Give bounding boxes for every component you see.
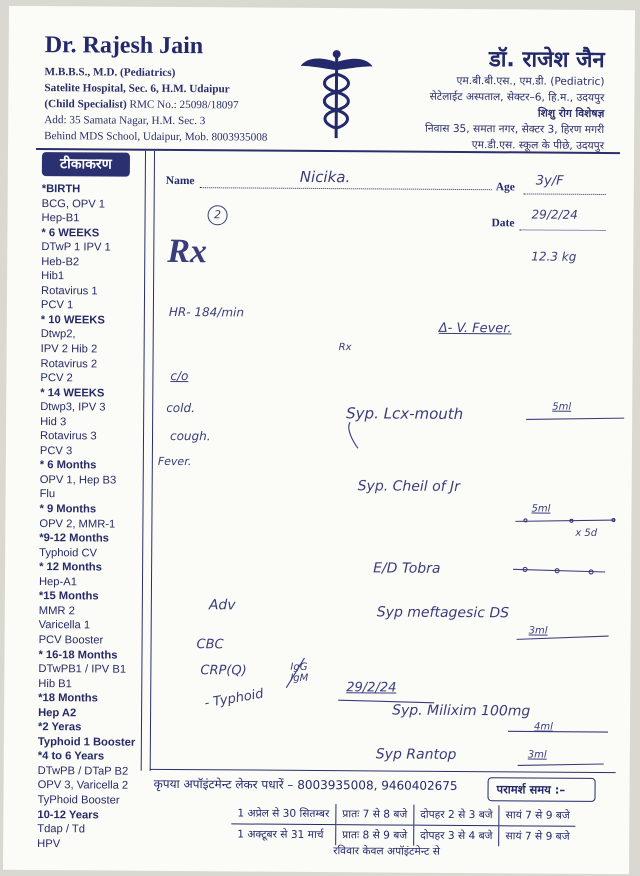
vaccination-line: *4 to 6 Years — [37, 750, 105, 763]
specialty-hi: शिशु रोग विशेषज्ञ — [537, 107, 605, 120]
vaccination-line: DTwPB1 / IPV B1 — [38, 663, 127, 676]
doctor-name-en: Dr. Rajesh Jain — [44, 32, 204, 60]
specialty-en: (Child Specialist) — [44, 98, 127, 111]
visit-date: 29/2/24 — [531, 207, 578, 222]
advice-heading: Adv — [208, 597, 236, 614]
ink-marks — [3, 6, 635, 874]
vaccination-line: Hep-A1 — [38, 575, 77, 589]
test-2: CRP(Q) — [200, 663, 247, 679]
vaccination-line: PCV 2 — [40, 372, 73, 385]
circled-number: 2 — [207, 205, 227, 225]
qualification-hi: एम.बी.बी.एस., एम.डी. (Pediatric) — [456, 74, 605, 88]
medicine-1: Syp. Lcx-mouth — [346, 404, 464, 424]
hospital-en: Satelite Hospital, Sec. 6, H.M. Udaipur — [44, 82, 230, 96]
patient-name: Nicika. — [299, 167, 351, 187]
vaccination-line: *9-12 Months — [39, 532, 109, 545]
dose-line-4 — [517, 635, 609, 640]
vaccination-line: DTwP 1 IPV 1 — [41, 241, 111, 254]
vaccination-line: Typhoid CV — [39, 546, 98, 560]
complaint-2: cough. — [169, 428, 211, 444]
timing-cell: प्रातः 8 से 9 बजे — [336, 825, 414, 846]
vaccination-line: * 10 WEEKS — [40, 313, 105, 327]
vaccination-line: TyPhoid Booster — [37, 794, 120, 807]
complaint-3: Fever. — [157, 454, 192, 469]
medicine-4: Syp meftagesic DS — [376, 604, 510, 622]
heart-rate: HR- 184/min — [168, 304, 245, 320]
vaccination-line: OPV 3, Varicella 2 — [37, 779, 129, 793]
medicine-1-dose: 5ml — [552, 401, 572, 413]
vaccination-line: 10-12 Years — [37, 808, 99, 821]
medicine-6-dose: 3ml — [527, 749, 547, 761]
hospital-hi: सेटेलाईट अस्पताल, सेक्टर–6, हि.म., उदयपुर — [429, 90, 605, 104]
vaccination-line: * 9 Months — [39, 503, 97, 516]
prescription-page — [3, 6, 635, 874]
timing-row — [231, 824, 576, 847]
sunday-note: रविवार केवल अपॉइंटमेन्ट से — [333, 845, 440, 858]
rmc-number: RMC No.: 25098/18097 — [129, 98, 239, 112]
timing-row — [231, 803, 576, 826]
timing-cell: प्रातः 7 से 8 बजे — [336, 804, 414, 825]
appointment-note: कृपया अपॉइंटमेन्ट लेकर पधारें – 8003935008, 9460402675 — [153, 776, 458, 793]
vaccination-line: Tdap / Td — [37, 823, 86, 836]
vaccination-line: OPV 2, MMR-1 — [39, 517, 116, 531]
age-label: Age — [495, 181, 515, 194]
complaint-heading: c/o — [170, 368, 189, 384]
vaccination-line: MMR 2 — [38, 604, 75, 618]
vaccination-line: * 14 WEEKS — [40, 386, 105, 400]
dose-line-6 — [518, 763, 604, 766]
weight: 12.3 kg — [531, 249, 577, 264]
vaccination-line: Typhoid 1 Booster — [37, 735, 136, 749]
doctor-name-hi: डॉ. राजेश जैन — [488, 47, 605, 73]
address-hi: निवास 35, समता नगर, सेक्टर 3, हिरण मगरी — [425, 122, 605, 136]
timing-cell: सायं 7 से 9 बजे — [499, 805, 576, 826]
bracket-stroke — [286, 658, 304, 688]
dose-line-5 — [508, 731, 608, 732]
consult-time-label: परामर्श समय :– — [487, 777, 595, 802]
vaccination-line: Dtwp2, — [40, 328, 76, 341]
next-date: 29/2/24 — [346, 680, 397, 696]
vaccination-line: Flu — [39, 488, 56, 501]
vaccination-line: * 16-18 Months — [38, 648, 118, 662]
vaccination-line: PCV 1 — [40, 299, 74, 312]
vaccination-line: *18 Months — [38, 692, 98, 705]
rx-small: Rx — [338, 342, 352, 354]
vaccination-line: Rotavirus 2 — [40, 357, 98, 371]
vaccination-line: HPV — [37, 837, 61, 850]
medicine-5: Syp. Milixim 100mg — [392, 702, 531, 720]
vaccination-line: Rotavirus 1 — [40, 284, 98, 298]
vaccination-line: Varicella 1 — [38, 619, 91, 632]
address2-en: Behind MDS School, Udaipur, Mob. 8003935008 — [44, 130, 268, 144]
patient-age: 3y/F — [535, 173, 564, 189]
vaccination-line: * 6 WEEKS — [41, 226, 100, 240]
vaccination-line: Hib1 — [41, 270, 65, 283]
qualification-en: M.B.B.S., M.D. (Pediatrics) — [44, 66, 176, 79]
test-note: IgG IgM — [290, 661, 309, 684]
address-en: Add: 35 Samata Nagar, H.M. Sec. 3 — [44, 114, 206, 128]
timing-cell: 1 अक्टूबर से 31 मार्च — [237, 828, 324, 842]
vaccination-line: *2 Yeras — [37, 721, 82, 734]
vaccination-line: * 12 Months — [39, 561, 102, 574]
dose-dot — [524, 519, 527, 522]
medicine-4-dose: 3ml — [528, 625, 548, 637]
vaccination-line: *15 Months — [38, 590, 99, 603]
date-label: Date — [491, 217, 515, 230]
medicine-2: Syp. Cheil of Jr — [357, 478, 461, 495]
ink-stroke — [349, 422, 358, 448]
medicine-3: E/D Tobra — [373, 560, 441, 577]
timing-cell: सायं 7 से 9 बजे — [499, 826, 576, 847]
rx-symbol: Rx — [167, 232, 208, 271]
address2-hi: एम.डी.एस. स्कूल के पीछे, उदयपुर — [471, 139, 605, 152]
timing-cell: दोपहर 2 से 3 बजे — [414, 805, 500, 826]
vaccination-line: Hep-B1 — [41, 212, 80, 225]
vaccination-line: IPV 2 Hib 2 — [40, 343, 98, 356]
vaccination-line: OPV 1, Hep B3 — [39, 473, 117, 487]
diagnosis: Δ- V. Fever. — [438, 320, 512, 337]
vaccination-line: Rotavirus 3 — [39, 430, 97, 443]
complaint-1: cold. — [166, 400, 195, 416]
vaccination-line: Hep A2 — [38, 706, 77, 719]
vaccination-line: Hid 3 — [40, 415, 67, 428]
vaccination-line: * 6 Months — [39, 459, 97, 472]
vaccination-line: PCV 3 — [39, 444, 73, 458]
vaccination-line: Heb-B2 — [41, 255, 80, 269]
timing-cell: 1 अप्रेल से 30 सितम्बर — [231, 803, 336, 824]
test-3: - Typhoid — [203, 686, 265, 712]
date-underline — [338, 700, 434, 703]
vaccination-line: BCG, OPV 1 — [41, 197, 106, 211]
name-label: Name — [165, 174, 195, 188]
medicine-5-dose: 4ml — [533, 721, 553, 733]
medicine-2-dose: 5ml — [531, 503, 551, 515]
vaccination-line: *BIRTH — [41, 183, 81, 196]
timing-table — [231, 803, 576, 846]
timing-cell: दोपहर 3 से 4 बजे — [414, 825, 500, 846]
dose-line-2 — [515, 519, 615, 522]
dose-line-1 — [526, 417, 624, 420]
vaccination-title: टीकाकरण — [42, 152, 130, 177]
medicine-2-freq: x 5d — [575, 527, 598, 539]
vaccination-line: Dtwp3, IPV 3 — [40, 401, 106, 414]
vaccination-line: DTwPB / DTaP B2 — [37, 764, 129, 778]
vaccination-line: Hib B1 — [38, 677, 72, 690]
medicine-6: Syp Rantop — [375, 746, 457, 763]
vaccination-line: PCV Booster — [38, 634, 104, 647]
test-1: CBC — [196, 637, 224, 653]
